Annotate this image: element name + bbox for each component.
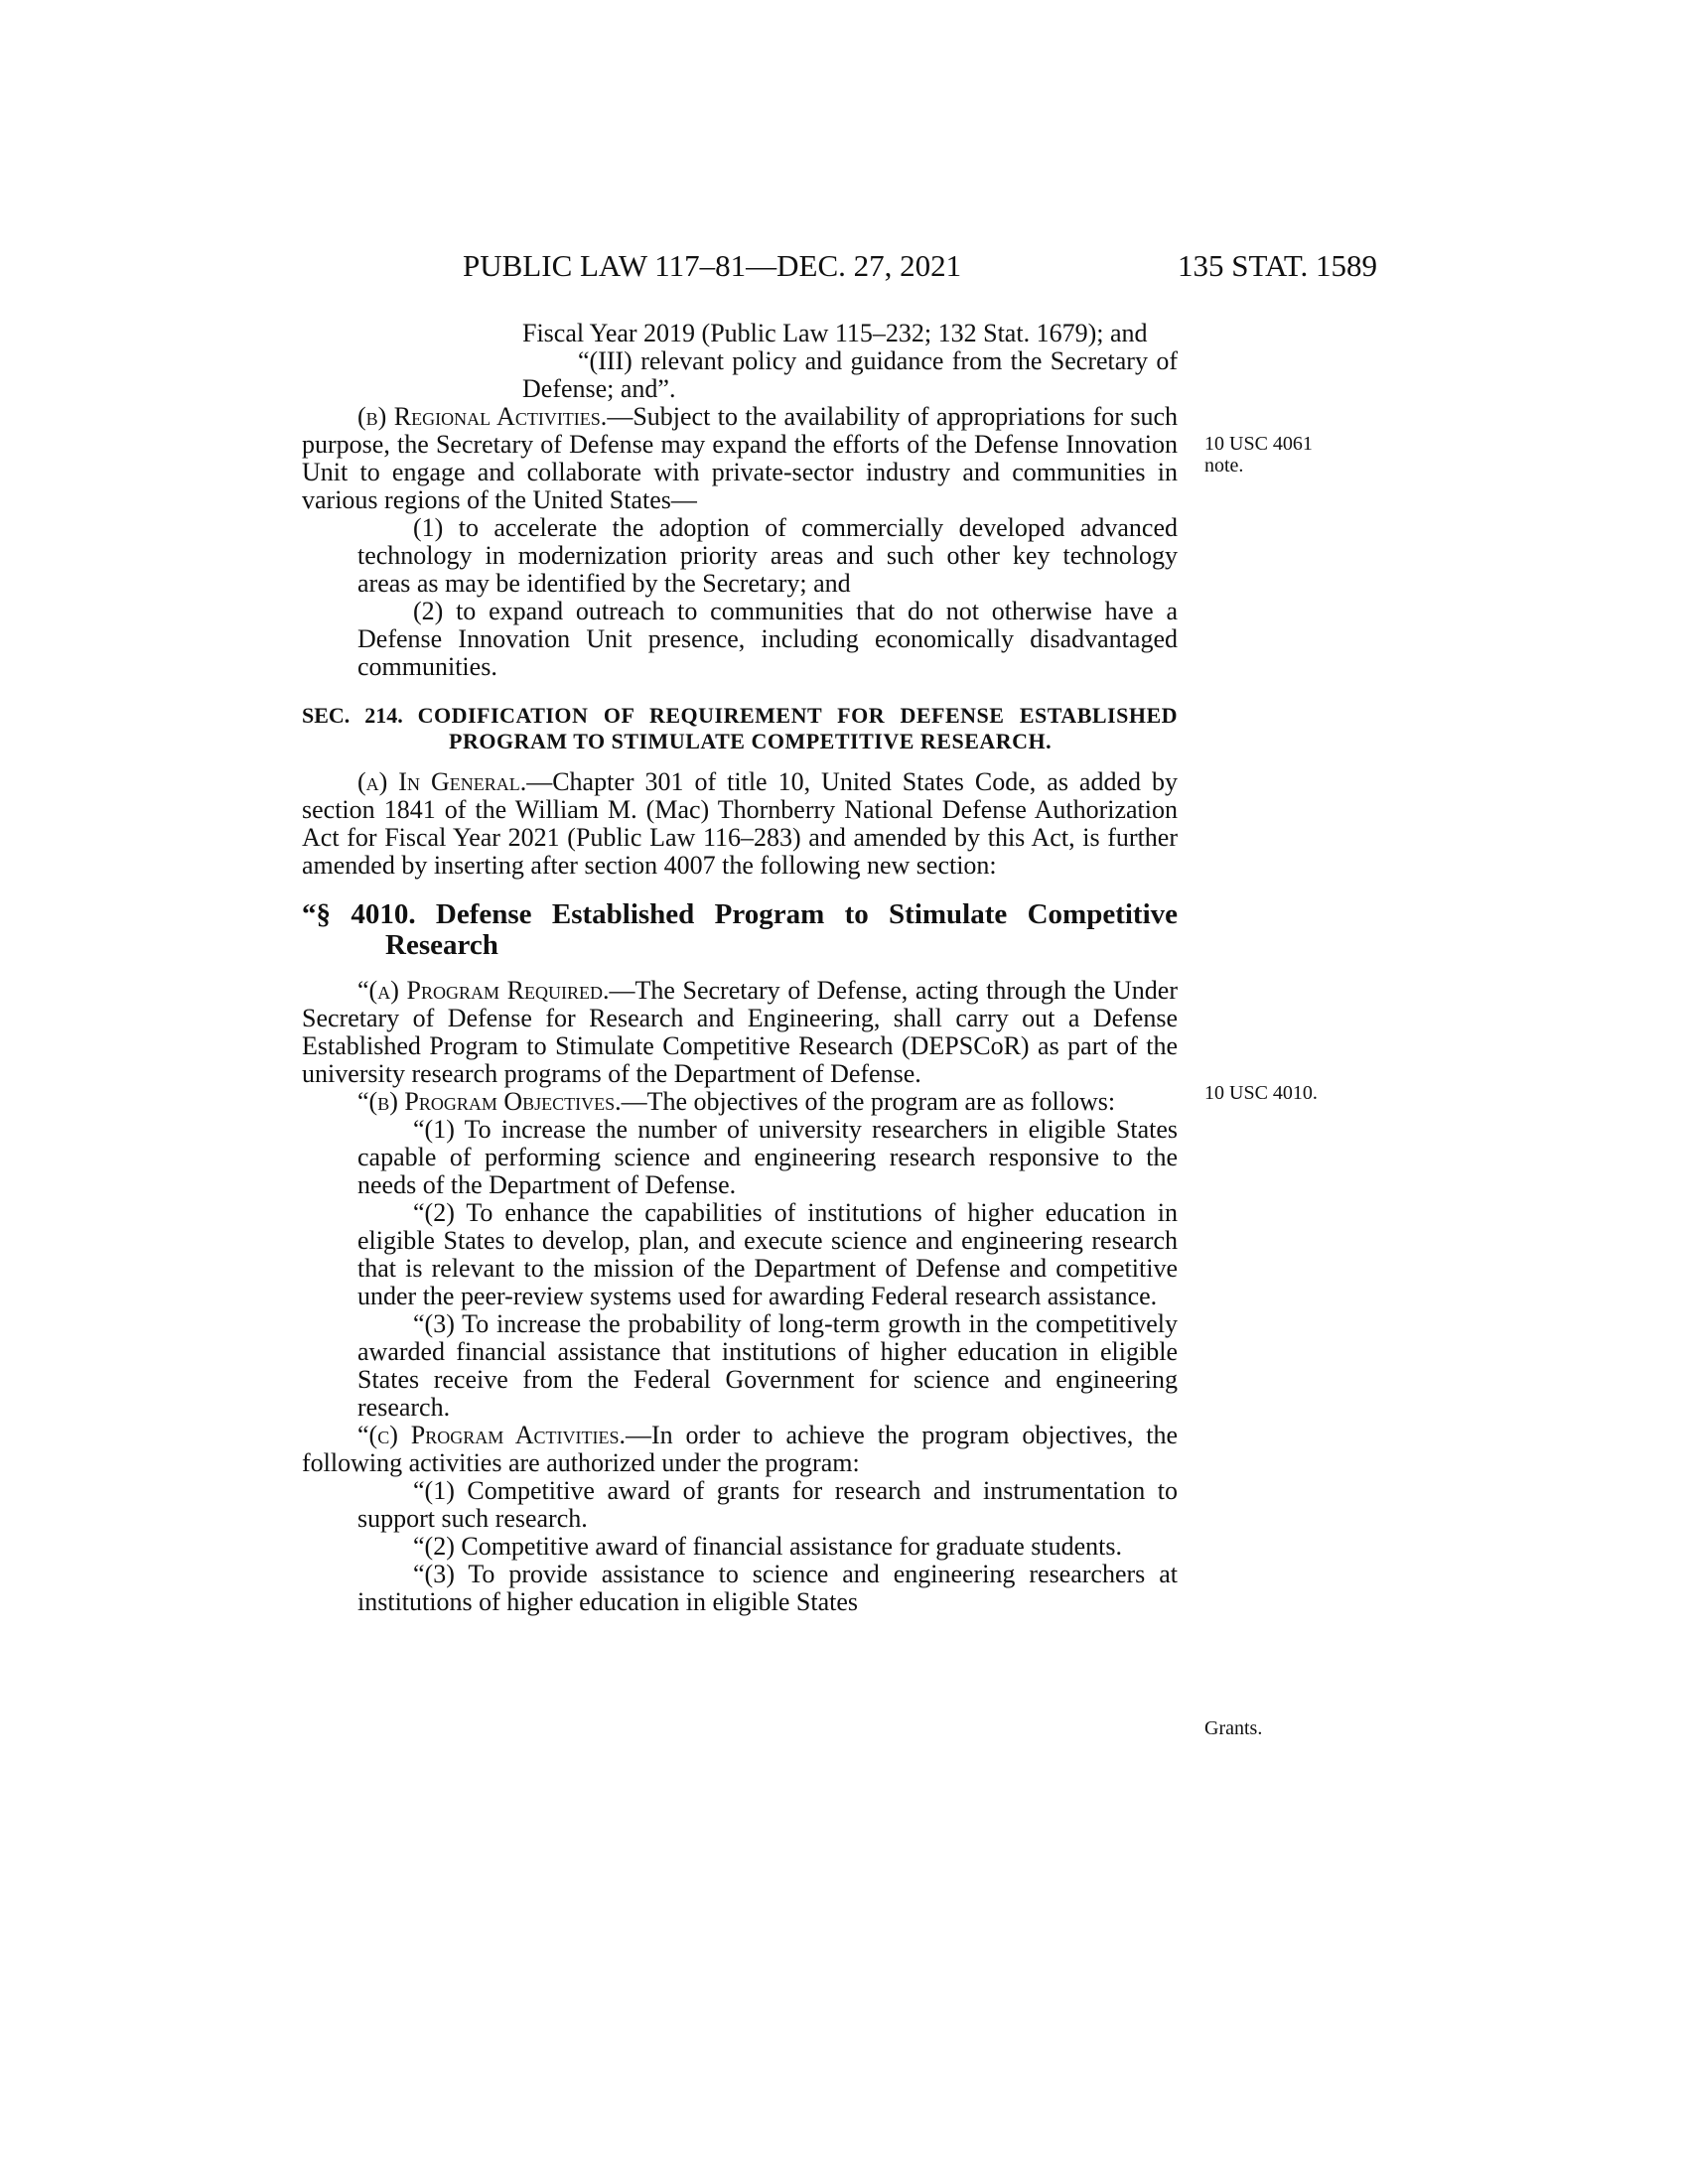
margin-note-usc-4010: 10 USC 4010. (1204, 1082, 1318, 1104)
paragraph-continuation: Fiscal Year 2019 (Public Law 115–232; 132 Stat. 1679); and (522, 319, 1148, 347)
program-required-label: “(a) Program Required. (357, 976, 610, 1005)
codified-section-title: “§ 4010. Defense Established Program to Stimulate Competitive Research (302, 898, 1178, 961)
subsection-a (302, 768, 1178, 880)
law-citation: PUBLIC LAW 117–81—DEC. 27, 2021 (463, 248, 962, 283)
margin-note-grants: Grants. (1204, 1717, 1263, 1739)
margin-note-usc-4061-line1: 10 USC 4061 (1204, 433, 1313, 455)
body-text (302, 320, 1178, 1616)
section-number: SEC. 214. (302, 703, 403, 728)
subsection-a-label: (a) In General. (357, 767, 527, 796)
section-heading-title: CODIFICATION OF REQUIREMENT FOR DEFENSE ESTABLISHED PROGRAM TO STIMULATE COMPETITIVE RESEARCH. (417, 703, 1179, 753)
activity-1: “(1) Competitive award of grants for research and instrumentation to support such research. (357, 1476, 1178, 1533)
program-objectives-label: “(b) Program Objectives. (357, 1087, 622, 1116)
program-activities-text: —In order to achieve the program objectives, the following activities are authorized under the program: (302, 1421, 1178, 1477)
objective-3: “(3) To increase the probability of long-term growth in the competitively awarded financial assistance that institutions of higher education in eligible States receive from the Federal Government for science and engineering research. (357, 1309, 1178, 1422)
activity-3: “(3) To provide assistance to science and engineering researchers at institutions of higher education in eligible States (357, 1560, 1178, 1616)
subsection-b-text: —Subject to the availability of appropriations for such purpose, the Secretary of Defense may expand the efforts of the Defense Innovation Unit to engage and collaborate with private-sector industry and communities in various regions of the United States— (302, 402, 1178, 514)
paragraph-iii: “(III) relevant policy and guidance from the Secretary of Defense; and”. (522, 346, 1178, 403)
program-activities-label: “(c) Program Activities. (357, 1421, 626, 1449)
subsection-a-text: —Chapter 301 of title 10, United States Code, as added by section 1841 of the William M. (Mac) Thornberry National Defense Authorization Act for Fiscal Year 2021 (Public Law 116–283) and amended by this Act, is further amended by inserting after section 4007 the following new section: (302, 767, 1178, 880)
margin-note-usc-4061-line2: note. (1204, 455, 1244, 477)
program-required (302, 977, 1178, 1088)
margin-note-usc-4061 (1204, 433, 1313, 477)
running-header (0, 248, 1688, 288)
subsection-b (302, 403, 1178, 514)
subsection-b-label: (b) Regional Activities. (357, 402, 608, 431)
activity-2: “(2) Competitive award of financial assistance for graduate students. (413, 1532, 1123, 1561)
program-objectives-text: —The objectives of the program are as follows: (621, 1087, 1116, 1116)
objective-1: “(1) To increase the number of university researchers in eligible States capable of performing science and engineering research responsive to the needs of the Department of Defense. (357, 1115, 1178, 1199)
program-activities (302, 1422, 1178, 1477)
program-required-text: —The Secretary of Defense, acting through the Under Secretary of Defense for Research and Engineering, shall carry out a Defense Established Program to Stimulate Competitive Research (DEPSCoR) as part of the university research programs of the Department of Defense. (302, 976, 1178, 1088)
statute-page-number: 135 STAT. 1589 (1178, 248, 1378, 283)
paragraph-b1: (1) to accelerate the adoption of commercially developed advanced technology in modernization priority areas and such other key technology areas as may be identified by the Secretary; and (357, 513, 1178, 598)
section-heading (302, 703, 1178, 754)
program-objectives (302, 1088, 1178, 1116)
objective-2: “(2) To enhance the capabilities of institutions of higher education in eligible States to develop, plan, and execute science and engineering research that is relevant to the mission of the Department of Defense and competitive under the peer-review systems used for awarding Federal research assistance. (357, 1198, 1178, 1310)
paragraph-b2: (2) to expand outreach to communities that do not otherwise have a Defense Innovation Unit presence, including economically disadvantaged communities. (357, 597, 1178, 681)
